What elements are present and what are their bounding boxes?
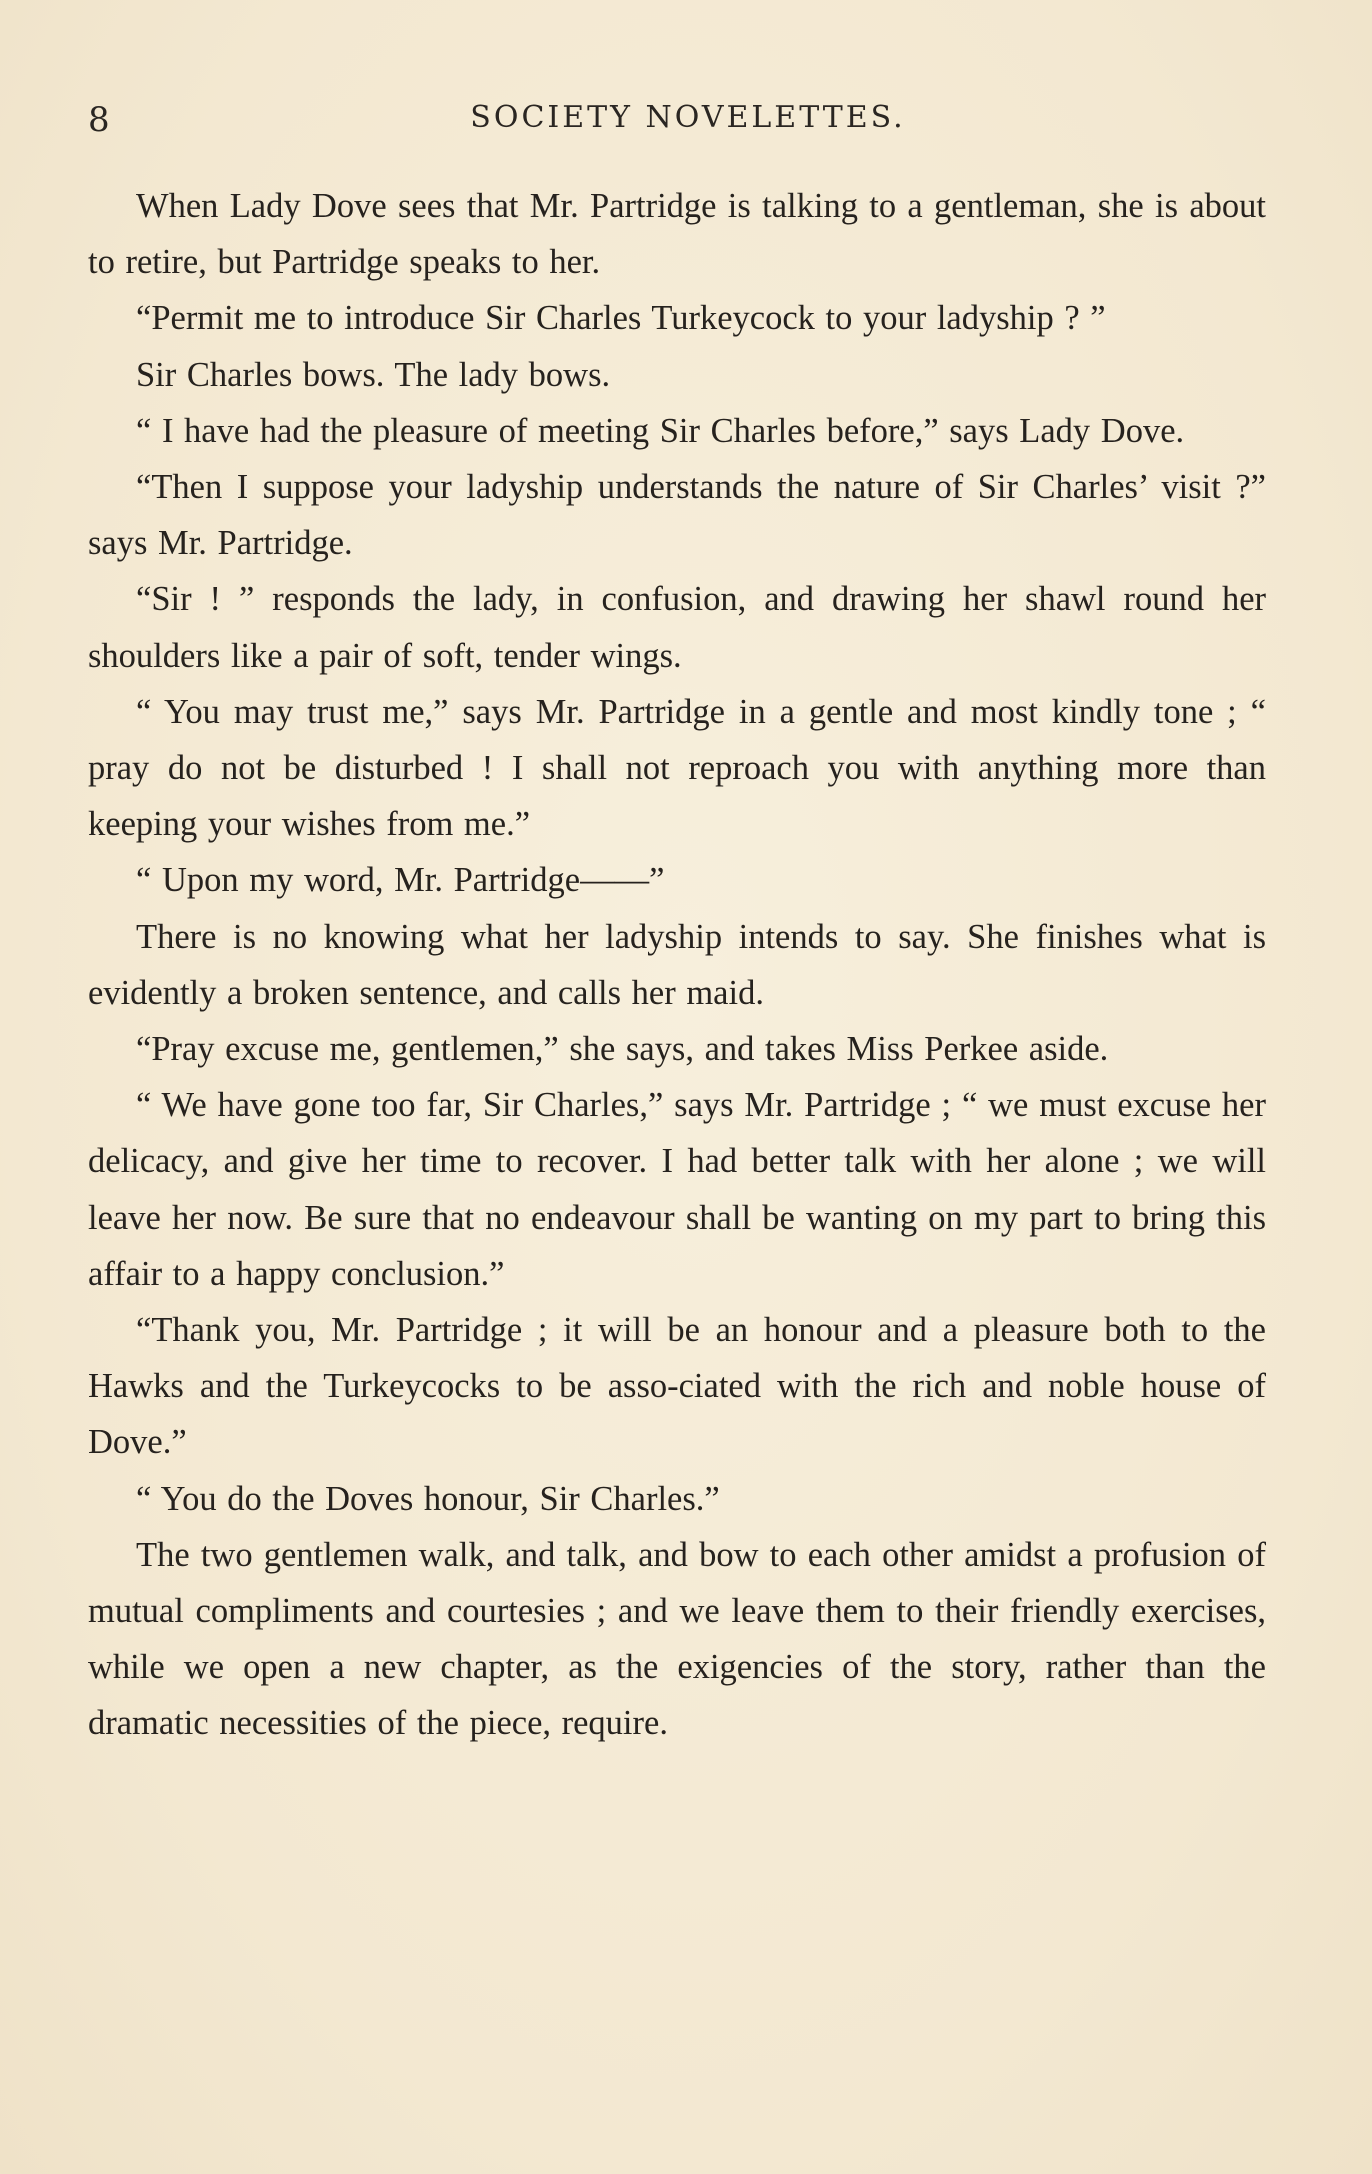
paragraph: “Permit me to introduce Sir Charles Turkeycock to your ladyship ? ”	[136, 299, 1106, 338]
paragraph: The two gentlemen walk, and talk, and bow to each other amidst a profusion of mutual compliments and courtesies ; and we leave them to their friendly exercises, while we open a new chapter, as the exigencies of the story, rather than the dramatic necessities of the piece, require.	[88, 1535, 1266, 1743]
paragraph: “ We have gone too far, Sir Charles,” says Mr. Partridge ; “ we must excuse her delicacy, and give her time to recover. I had better talk with her alone ; we will leave her now. Be sure that no endeavour shall be wanting on my part to bring this affair to a happy conclusion.”	[88, 1086, 1266, 1293]
paragraph: “ You may trust me,” says Mr. Partridge in a gentle and most kindly tone ; “ pray do not be disturbed ! I shall not reproach you with anything more than keeping your wishes from me.”	[88, 692, 1266, 844]
paragraph: “Pray excuse me, gentlemen,” she says, and takes Miss Perkee aside.	[136, 1030, 1109, 1069]
paragraph: “ You do the Doves honour, Sir Charles.”	[136, 1479, 720, 1518]
paragraph: “Sir ! ” responds the lady, in confusion, and drawing her shawl round her shoulders like a pair of soft, tender wings.	[88, 580, 1266, 675]
running-title: SOCIETY NOVELETTES.	[470, 100, 906, 135]
paragraph: When Lady Dove sees that Mr. Partridge is talking to a gentleman, she is about to retire, but Partridge speaks to her.	[88, 187, 1266, 282]
page-header	[88, 100, 1288, 150]
paragraph: “ I have had the pleasure of meeting Sir Charles before,” says Lady Dove.	[136, 411, 1185, 450]
body-text	[88, 178, 1266, 1752]
paragraph: There is no knowing what her ladyship intends to say. She finishes what is evidently a broken sentence, and calls her maid.	[88, 917, 1266, 1012]
paragraph: “ Upon my word, Mr. Partridge——”	[136, 861, 665, 900]
paragraph: “Then I suppose your ladyship understands the nature of Sir Charles’ visit ?” says Mr. Partridge.	[88, 468, 1266, 563]
paragraph: Sir Charles bows. The lady bows.	[136, 355, 611, 394]
paragraph: “Thank you, Mr. Partridge ; it will be an honour and a pleasure both to the Hawks and the Turkeycocks to be asso-ciated with the rich and noble house of Dove.”	[88, 1311, 1266, 1462]
page-number: 8	[88, 100, 111, 140]
